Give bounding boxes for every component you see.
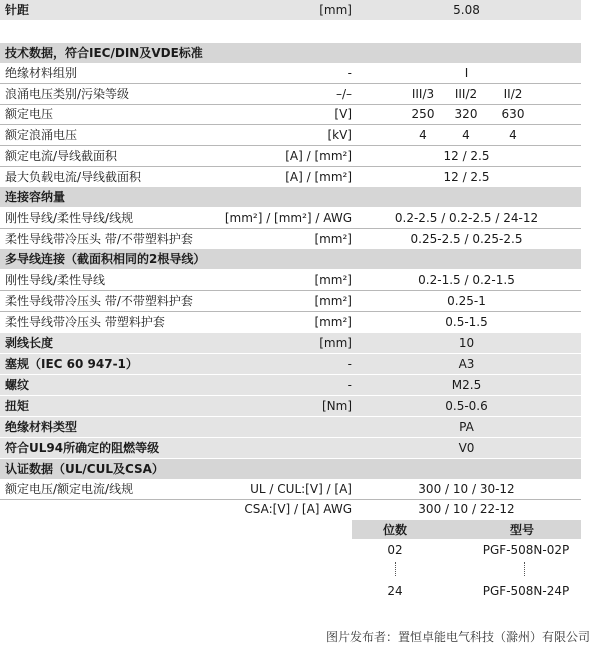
row-value: III/3 <box>411 87 435 101</box>
tech-row-surge-category <box>0 84 581 104</box>
tech-row-insulation <box>0 63 581 83</box>
pitch-row <box>0 0 581 20</box>
row-label: 刚性导线/柔性导线/线规 <box>5 211 134 225</box>
multi-row-rigid <box>0 270 581 290</box>
misc-row-torque <box>0 396 581 416</box>
section-cert-title: 认证数据（UL/CUL及CSA） <box>5 462 164 476</box>
section-multi <box>0 249 581 269</box>
row-value: M2.5 <box>451 378 482 392</box>
row-value: 12 / 2.5 <box>443 170 490 184</box>
row-value: II/2 <box>503 87 523 101</box>
row-value: V0 <box>458 441 475 455</box>
row-label: 塞规（IEC 60 947-1） <box>5 357 138 371</box>
row-label: 额定浪涌电压 <box>5 128 78 142</box>
row-value: 10 <box>458 336 475 350</box>
row-unit: –/– <box>335 87 352 101</box>
row-label: 符合UL94所确定的阻燃等级 <box>5 441 160 455</box>
row-unit: - <box>347 357 352 371</box>
row-label: 绝缘材料组别 <box>5 66 78 80</box>
row-value: A3 <box>458 357 475 371</box>
model-last: PGF-508N-24P <box>482 584 570 598</box>
pitch-unit: [mm] <box>319 3 352 17</box>
row-value: 630 <box>501 107 525 121</box>
tech-row-max-current <box>0 167 581 187</box>
row-value: 0.25-2.5 / 0.25-2.5 <box>410 232 523 246</box>
row-label: 绝缘材料类型 <box>5 420 78 434</box>
row-value: 250 <box>411 107 435 121</box>
pitch-label: 针距 <box>5 3 30 17</box>
row-unit: [mm²] <box>314 315 352 329</box>
position-first: 02 <box>387 543 403 557</box>
tech-row-rated-voltage <box>0 104 581 124</box>
row-unit: [mm] <box>319 336 352 350</box>
misc-row-material <box>0 417 581 437</box>
row-unit: [A] / [mm²] <box>285 149 352 163</box>
multi-row-ferrule-sleeve <box>0 312 581 332</box>
row-label: 螺纹 <box>5 378 30 392</box>
row-unit: [mm²] / [mm²] / AWG <box>224 211 352 225</box>
row-unit: - <box>347 378 352 392</box>
row-label: 剥线长度 <box>5 336 54 350</box>
row-value: 300 / 10 / 22-12 <box>418 502 515 516</box>
misc-row-gauge <box>0 354 581 374</box>
model-header: 型号 <box>509 523 534 537</box>
row-unit: [mm²] <box>314 273 352 287</box>
row-value: 300 / 10 / 30-12 <box>418 482 515 496</box>
row-unit: - <box>347 66 352 80</box>
row-value: 0.5-1.5 <box>445 315 488 329</box>
row-label: 额定电压/额定电流/线规 <box>5 482 134 496</box>
position-last: 24 <box>387 584 403 598</box>
row-label: 额定电流/导线截面积 <box>5 149 118 163</box>
model-first: PGF-508N-02P <box>482 543 570 557</box>
row-label: 扭矩 <box>5 399 30 413</box>
cert-row-ul <box>0 479 581 499</box>
row-unit: [A] / [mm²] <box>285 170 352 184</box>
ellipsis-marker <box>395 562 398 576</box>
row-value: I <box>464 66 469 80</box>
row-unit: UL / CUL:[V] / [A] <box>250 482 352 496</box>
row-unit: [mm²] <box>314 294 352 308</box>
section-tech <box>0 43 581 63</box>
row-label: 柔性导线带冷压头 带/不带塑料护套 <box>5 232 193 246</box>
publisher-credit: 图片发布者：置恒卓能电气科技（滁州）有限公司 <box>325 630 590 644</box>
multi-row-ferrule <box>0 291 581 311</box>
row-value: 4 <box>509 128 517 142</box>
section-connect-title: 连接容纳量 <box>5 190 66 204</box>
row-unit: [kV] <box>327 128 352 142</box>
section-connect <box>0 187 581 207</box>
row-label: 柔性导线带冷压头 带塑料护套 <box>5 315 165 329</box>
row-unit: CSA:[V] / [A] AWG <box>244 502 352 516</box>
misc-row-thread <box>0 375 581 395</box>
misc-row-strip-length <box>0 333 581 353</box>
row-value: III/2 <box>454 87 478 101</box>
row-label: 刚性导线/柔性导线 <box>5 273 106 287</box>
pitch-value: 5.08 <box>453 3 480 17</box>
row-value: 4 <box>462 128 470 142</box>
row-value: PA <box>459 420 474 434</box>
tech-row-rated-current <box>0 146 581 166</box>
cert-row-csa <box>0 499 581 519</box>
row-unit: [Nm] <box>321 399 352 413</box>
row-label: 浪涌电压类别/污染等级 <box>5 87 130 101</box>
section-tech-title: 技术数据，符合IEC/DIN及VDE标准 <box>5 46 203 60</box>
misc-row-flammability <box>0 438 581 458</box>
row-value: 0.2-1.5 / 0.2-1.5 <box>418 273 515 287</box>
row-value: 0.2-2.5 / 0.2-2.5 / 24-12 <box>394 211 539 225</box>
row-value: 320 <box>454 107 478 121</box>
row-label: 额定电压 <box>5 107 54 121</box>
connect-row-ferrule <box>0 229 581 249</box>
row-value: 0.25-1 <box>447 294 486 308</box>
position-table <box>352 520 581 614</box>
row-label: 最大负载电流/导线截面积 <box>5 170 142 184</box>
tech-row-surge-voltage <box>0 125 581 145</box>
section-multi-title: 多导线连接（截面积相同的2根导线） <box>5 252 206 266</box>
row-label: 柔性导线带冷压头 带/不带塑料护套 <box>5 294 193 308</box>
row-value: 12 / 2.5 <box>443 149 490 163</box>
ellipsis-marker <box>524 562 527 576</box>
row-value: 0.5-0.6 <box>445 399 488 413</box>
position-header: 位数 <box>382 523 407 537</box>
section-cert <box>0 459 581 479</box>
connect-row-rigid <box>0 208 581 228</box>
row-value: 4 <box>419 128 427 142</box>
row-unit: [mm²] <box>314 232 352 246</box>
row-unit: [V] <box>334 107 352 121</box>
